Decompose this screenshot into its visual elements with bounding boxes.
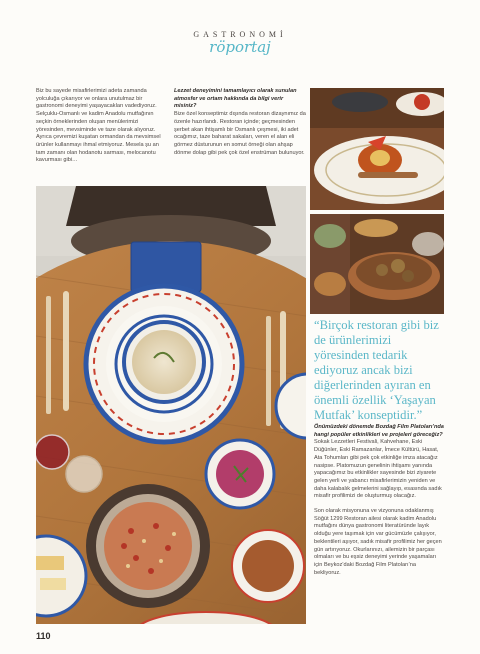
left-text-column: [36, 88, 164, 165]
page-number: 110: [36, 631, 51, 641]
middle-text-column: [174, 88, 306, 157]
middle-answer: Bize özel konseptimiz dışında restoran dizaynımız da özenle hazırlandı. Restoran içinde; geçmesinden şerbet akan ihtişamlı bir Osmanlı çeşmesi, iki adet ocağımız, taze baharat sakaları, veren el alan eli görmez düsturunun en somut örneği olan ahşap dönme dolap gibi pek çok özel enstrüman bulunuyor.: [174, 111, 306, 156]
pull-quote: “Birçok restoran gibi biz de ürünlerimizi yöresinden tedarik ediyoruz ancak bizi diğerlerinden ayıran en önemli özellik ‘Yaşayan Mutfak’ konseptidir.”: [314, 318, 439, 422]
section-subtitle: röportaj: [209, 38, 271, 56]
left-paragraph: Biz bu sayede misafirlerimizi adeta zamanda yolculuğa çıkarıyor ve onlara unutulmaz bir gastronomi deneyimi yaşayacakları vadediyoruz. Selçuklu-Osmanlı ve kadim Anadolu mutfağının seçkin örneklerinden oluşan menülerimizi yöresinden, mevsiminde ve taze olarak alıyoruz. Ayrıca çevremizi kuşatan ormandan da mevsimsel ürünler kullanmayı ihmal etmiyoruz. Mesela şu an tam zamanı olan hodanotu sarması, melocanotu kavurması gibi…: [36, 88, 161, 164]
table-photo: [36, 186, 306, 624]
section-title: GASTRONOMİ: [193, 30, 287, 39]
right-text-column: [314, 424, 444, 577]
right-answer-1: Sokak Lezzetleri Festivali, Kahvehane, Eski Düğünler, Eski Ramazanlar, İmece Kültürü, Hasat, Ata Tohumları gibi pek çok etkinliğe imza atacağız nasipse. Platomuzun genelinin ihtişamı yanında yapacağımız bu etkinlikler sayesinde bizi ziyarete gelen yerli ve yabancı misafirlerimizin yeniden ve daha kalabalık gelmelerini sağlayıp, esasında sadık misafir profilimizi de oluşturmuş olacağız.: [314, 439, 442, 500]
food-photo-stuffed-dish: [310, 88, 444, 210]
middle-question: Lezzet deneyimini tamamlayıcı olarak sunulan atmosfer ve ortam hakkında da bilgi verir misiniz?: [174, 88, 297, 110]
right-answer-2: Son olarak misyonuna ve vizyonuna odaklanmış Söğüt 1299 Restoran ailesi olarak kadim Anadolu mutfağını dünya gastronomi literatüründe layık olduğu yere taşımak için var gücümüzle çalışıyor, beklentileri aşıyor, sadık misafir profilimiz her geçen gün artırıyoruz. Okurlarınızı, ailemizin bir parçası olmaları ve bu eşsiz deneyimi yerinde yaşamaları için Beykoz’daki Bozdağ Film Platoları’na bekliyoruz.: [314, 508, 442, 576]
food-photo-copper-dish: [310, 214, 444, 314]
right-question: Önümüzdeki dönemde Bozdağ Film Platoları’nda hangi popüler etkinlikleri ve projeleri göreceğiz?: [314, 424, 444, 438]
